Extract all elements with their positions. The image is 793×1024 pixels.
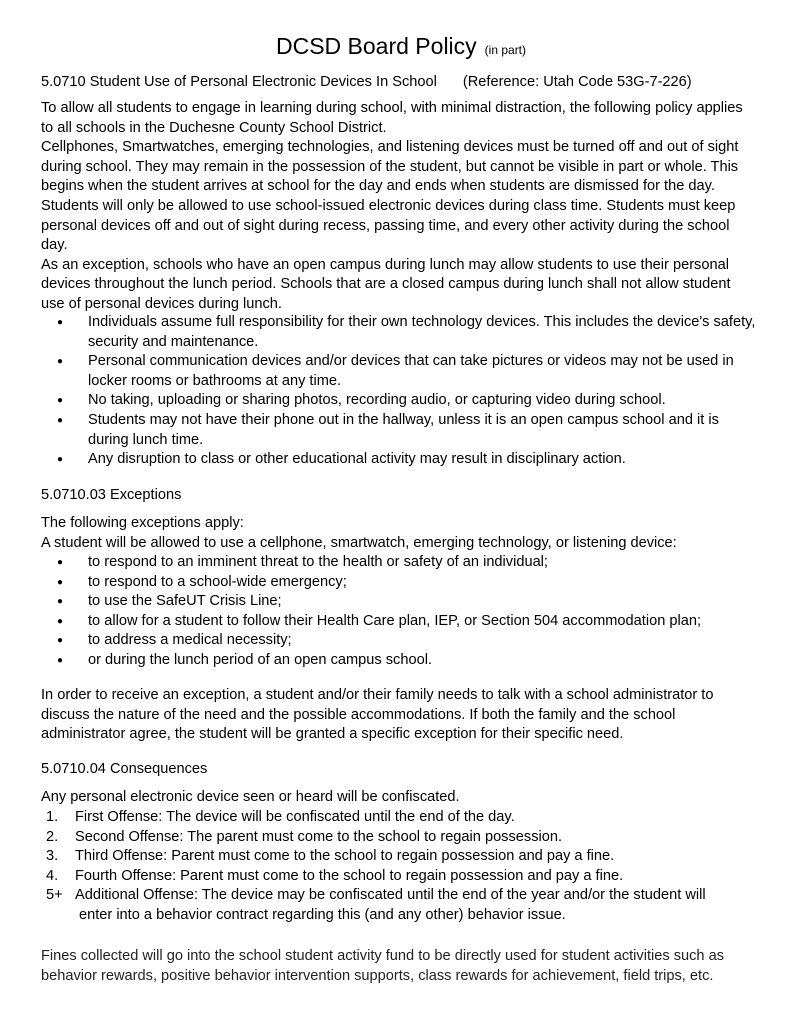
exceptions-list bbox=[41, 553, 756, 671]
list-item bbox=[41, 886, 756, 925]
rules-list bbox=[41, 313, 756, 470]
consequences-intro: Any personal electronic device seen or heard will be confiscated. bbox=[41, 789, 460, 805]
document-title bbox=[41, 32, 761, 61]
exceptions-closing: In order to receive an exception, a student and/or their family needs to talk with a school administrator to discuss the nature of the need and the possible accommodations. If both the family and the school administrator agree, the student will be granted a specific exception for their specific need. bbox=[41, 687, 714, 743]
list-item bbox=[41, 867, 756, 887]
list-item-text: Second Offense: The parent must come to the school to regain possession. bbox=[75, 828, 563, 845]
list-item: ● or during the lunch period of an open campus school. bbox=[41, 651, 756, 671]
list-item-number: 4. bbox=[46, 867, 59, 884]
list-item: ● Any disruption to class or other educational activity may result in disciplinary action. bbox=[41, 450, 756, 470]
policy-reference: (Reference: Utah Code 53G-7-226) bbox=[462, 74, 692, 90]
consequences-heading: 5.0710.04 Consequences bbox=[41, 761, 208, 777]
title-sub: (in part) bbox=[484, 43, 527, 57]
list-item-text-continued: enter into a behavior contract regarding this (and any other) behavior issue. bbox=[79, 906, 566, 923]
list-item bbox=[41, 828, 756, 848]
list-item: ● to allow for a student to follow their Health Care plan, IEP, or Section 504 accommodation plan; bbox=[41, 612, 756, 632]
list-item-text: First Offense: The device will be confiscated until the end of the day. bbox=[75, 809, 515, 825]
policy-number-title: 5.0710 Student Use of Personal Electronic Devices In School bbox=[41, 74, 437, 90]
list-item-number: 2. bbox=[46, 828, 59, 845]
list-item-text: Third Offense: Parent must come to the school to regain possession and pay a fine. bbox=[75, 848, 615, 865]
fines-note: Fines collected will go into the school student activity fund to be directly used for student activities such as behavior rewards, positive behavior intervention supports, class rewards for achievement, field trips, etc. bbox=[41, 948, 725, 984]
list-item: ● to use the SafeUT Crisis Line; bbox=[41, 592, 756, 612]
intro-paragraph: To allow all students to engage in learning during school, with minimal distraction, the following policy applies to all schools in the Duchesne County School District. bbox=[41, 100, 743, 136]
intro-paragraph: Students will only be allowed to use school-issued electronic devices during class time. Students must keep personal devices off and out of sight during recess, passing time, and every other activity during the school day. bbox=[41, 197, 736, 254]
list-item bbox=[41, 847, 756, 867]
consequences-list bbox=[41, 808, 756, 926]
list-item: ● Individuals assume full responsibility for their own technology devices. This includes the device's safety, security and maintenance. bbox=[41, 313, 756, 352]
exceptions-intro bbox=[41, 514, 756, 553]
list-item bbox=[41, 808, 756, 828]
exceptions-intro-line: A student will be allowed to use a cellphone, smartwatch, emerging technology, or listening device: bbox=[41, 534, 677, 551]
intro-paragraph: Cellphones, Smartwatches, emerging technologies, and listening devices must be turned off and out of sight during school. They may remain in the possession of the student, but cannot be visible in part or whole. This begins when the student arrives at school for the day and ends when students are dismissed for the day. bbox=[41, 139, 739, 195]
policy-heading bbox=[41, 73, 692, 93]
exceptions-intro-line: The following exceptions apply: bbox=[41, 515, 244, 531]
exceptions-heading: 5.0710.03 Exceptions bbox=[41, 487, 182, 503]
intro-section bbox=[41, 99, 756, 315]
list-item: ● to address a medical necessity; bbox=[41, 631, 756, 651]
list-item: ● Students may not have their phone out in the hallway, unless it is an open campus school and it is during lunch time. bbox=[41, 411, 756, 450]
intro-paragraph: As an exception, schools who have an open campus during lunch may allow students to use their personal devices throughout the lunch period. Schools that are a closed campus during lunch shall not allow student use of personal devices during lunch. bbox=[41, 256, 731, 312]
list-item: ● to respond to a school-wide emergency; bbox=[41, 573, 756, 593]
list-item: ● Personal communication devices and/or devices that can take pictures or videos may not be used in locker rooms or bathrooms at any time. bbox=[41, 352, 756, 391]
title-main: DCSD Board Policy bbox=[275, 33, 477, 59]
list-item-text: Additional Offense: The device may be confiscated until the end of the year and/or the student will bbox=[75, 887, 706, 904]
list-item-text: Fourth Offense: Parent must come to the school to regain possession and pay a fine. bbox=[75, 867, 624, 884]
list-item-number: 3. bbox=[46, 848, 59, 865]
list-item: ● No taking, uploading or sharing photos, recording audio, or capturing video during school. bbox=[41, 391, 756, 411]
list-item-number: 1. bbox=[46, 809, 59, 825]
list-item: ● to respond to an imminent threat to the health or safety of an individual; bbox=[41, 553, 756, 573]
list-item-number: 5+ bbox=[46, 887, 63, 904]
